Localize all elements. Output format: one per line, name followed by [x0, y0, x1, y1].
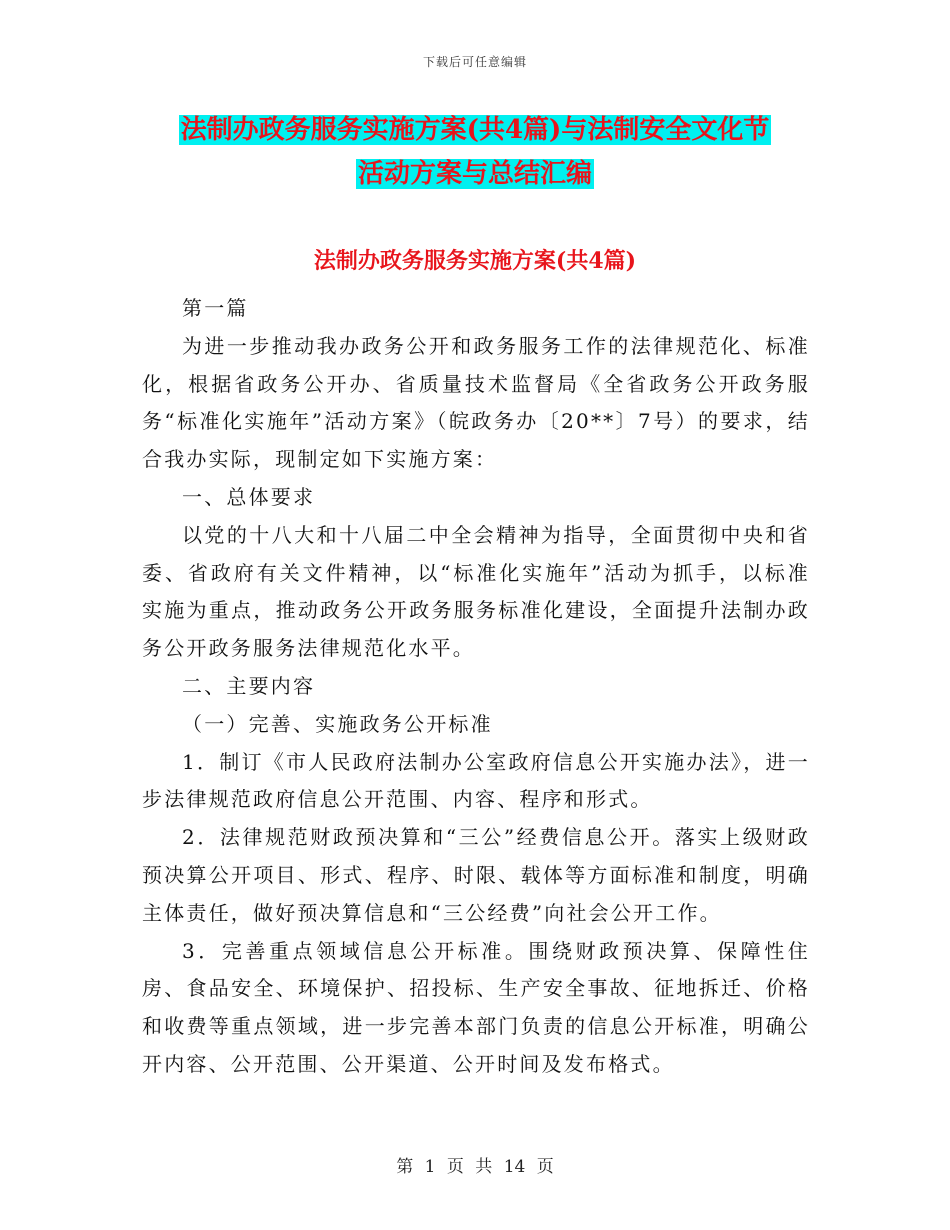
item-paragraph-1: 1．制订《市人民政府法制办公室政府信息公开实施办法》，进一步法律规范政府信息公开范围、内容、程序和形式。 — [142, 749, 810, 812]
general-requirements-paragraph: 以党的十八大和十八届二中全会精神为指导，全面贯彻中央和省委、省政府有关文件精神，以“标准化实施年”活动为抓手，以标准实施为重点，推动政务公开政务服务标准化建设，全面提升法制办政务公开政务服务法律规范化水平。 — [142, 522, 810, 661]
section-title: 法制办政务服务实施方案(共4篇) — [313, 248, 637, 274]
section-heading-content: 二、主要内容 — [182, 673, 316, 698]
item-paragraph-2: 2．法律规范财政预决算和“三公”经费信息公开。落实上级财政预决算公开项目、形式、程序、时限、载体等方面标准和制度，明确主体责任，做好预决算信息和“三公经费”向社会公开工作。 — [142, 825, 810, 925]
document-body — [142, 290, 810, 1084]
document-title-line-2-text: 活动方案与总结汇编 — [357, 159, 592, 189]
section-heading-general: 一、总体要求 — [182, 484, 316, 509]
document-title-line-1 — [0, 109, 950, 151]
subsection-heading: （一）完善、实施政务公开标准 — [182, 711, 493, 736]
intro-paragraph: 为进一步推动我办政务公开和政务服务工作的法律规范化、标准化，根据省政务公开办、省质量技术监督局《全省政务公开政务服务“标准化实施年”活动方案》（皖政务办〔20**〕7号）的要求，结合我办实际，现制定如下实施方案： — [142, 333, 810, 472]
chapter-heading: 第一篇 — [182, 296, 249, 320]
page-header-note: 下载后可任意编辑 — [422, 55, 527, 69]
document-title-line-1-text: 法制办政务服务实施方案(共4篇)与法制安全文化节 — [180, 115, 770, 145]
document-title-line-2 — [0, 153, 950, 195]
page-footer-number: 第 1 页 共 14 页 — [396, 1157, 554, 1177]
item-paragraph-3: 3．完善重点领域信息公开标准。围绕财政预决算、保障性住房、食品安全、环境保护、招投标、生产安全事故、征地拆迁、价格和收费等重点领域，进一步完善本部门负责的信息公开标准，明确公开内容、公开范围、公开渠道、公开时间及发布格式。 — [142, 938, 810, 1076]
